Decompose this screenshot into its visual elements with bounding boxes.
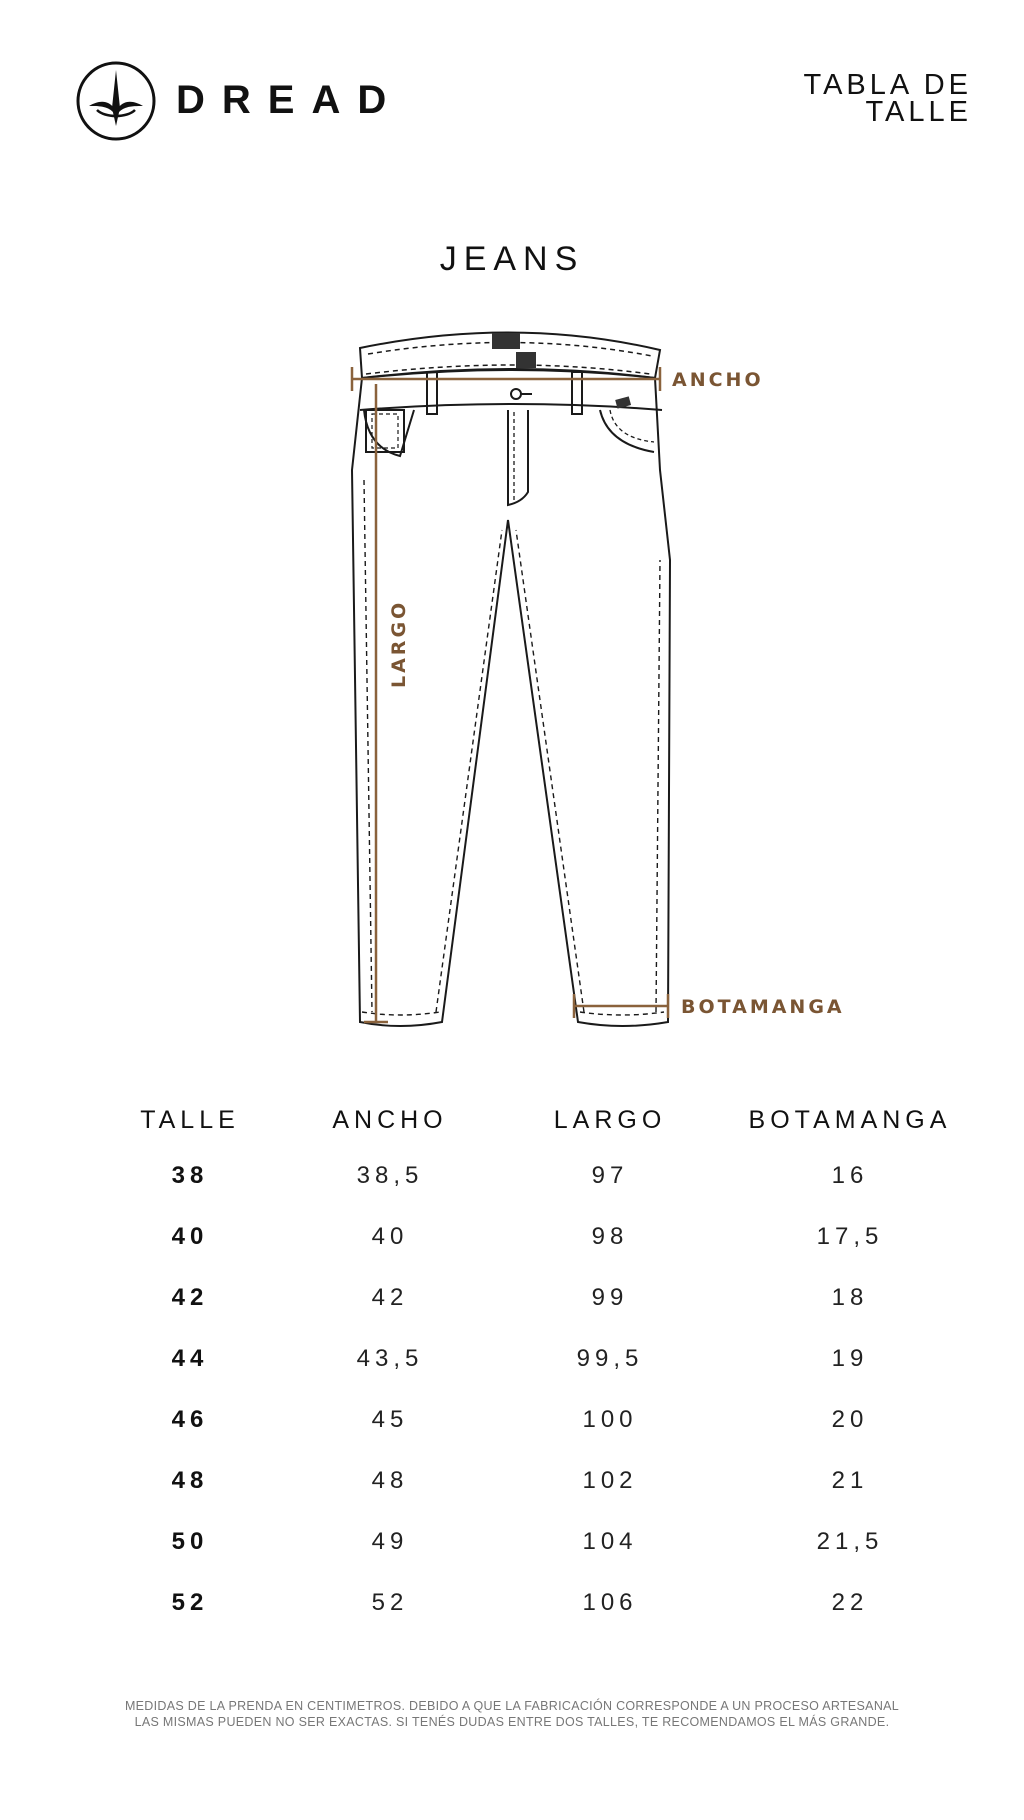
width-cell: 48	[371, 1466, 409, 1494]
width-cell: 42	[371, 1283, 409, 1311]
jeans-diagram	[0, 320, 1024, 1040]
header-length: LARGO	[553, 1105, 667, 1134]
size-table	[100, 1095, 980, 1633]
table-row	[100, 1145, 980, 1206]
length-cell: 104	[582, 1527, 638, 1555]
hem-cell: 19	[831, 1344, 869, 1372]
garment-title: JEANS	[439, 240, 585, 278]
length-cell: 99	[591, 1283, 629, 1311]
length-cell: 98	[591, 1222, 629, 1250]
width-dimension-label: ANCHO	[672, 369, 764, 391]
table-row	[100, 1450, 980, 1511]
size-cell: 52	[171, 1588, 209, 1616]
table-row	[100, 1206, 980, 1267]
table-row	[100, 1389, 980, 1450]
width-cell: 49	[371, 1527, 409, 1555]
width-cell: 43,5	[356, 1344, 424, 1372]
page-title-line-2: TALLE	[865, 96, 972, 128]
width-cell: 45	[371, 1405, 409, 1433]
size-cell: 42	[171, 1283, 209, 1311]
table-row	[100, 1572, 980, 1633]
table-row	[100, 1267, 980, 1328]
size-cell: 46	[171, 1405, 209, 1433]
size-cell: 38	[171, 1161, 209, 1189]
table-row	[100, 1511, 980, 1572]
length-cell: 97	[591, 1161, 629, 1189]
header-size: TALLE	[140, 1105, 240, 1134]
table-header-row	[100, 1095, 980, 1145]
size-cell: 50	[171, 1527, 209, 1555]
length-dimension-label: LARGO	[388, 599, 410, 688]
hem-cell: 17,5	[816, 1222, 884, 1250]
hem-dimension-label: BOTAMANGA	[681, 996, 845, 1018]
width-cell: 38,5	[356, 1161, 424, 1189]
hem-cell: 22	[831, 1588, 869, 1616]
table-row	[100, 1328, 980, 1389]
brand-logo-icon	[75, 60, 157, 142]
hem-cell: 21,5	[816, 1527, 884, 1555]
length-cell: 106	[582, 1588, 638, 1616]
brand-name: DREAD	[176, 78, 404, 122]
footnote	[0, 1698, 1024, 1730]
size-cell: 44	[171, 1344, 209, 1372]
hem-cell: 18	[831, 1283, 869, 1311]
width-cell: 40	[371, 1222, 409, 1250]
length-cell: 102	[582, 1466, 638, 1494]
size-cell: 48	[171, 1466, 209, 1494]
page-title	[712, 69, 972, 128]
footnote-line-1: MEDIDAS DE LA PRENDA EN CENTIMETROS. DEBIDO A QUE LA FABRICACIÓN CORRESPONDE A UN PROCESO ARTESANAL	[124, 1699, 900, 1713]
size-cell: 40	[171, 1222, 209, 1250]
hem-cell: 21	[831, 1466, 869, 1494]
footnote-line-2: LAS MISMAS PUEDEN NO SER EXACTAS. SI TENÉS DUDAS ENTRE DOS TALLES, TE RECOMENDAMOS EL MÁS GRANDE.	[134, 1715, 890, 1729]
header-hem: BOTAMANGA	[748, 1105, 952, 1134]
length-cell: 100	[582, 1405, 638, 1433]
header-width: ANCHO	[332, 1105, 448, 1134]
page-title-line-1: TABLA DE	[803, 69, 972, 101]
hem-cell: 16	[831, 1161, 869, 1189]
length-cell: 99,5	[576, 1344, 644, 1372]
hem-cell: 20	[831, 1405, 869, 1433]
width-cell: 52	[371, 1588, 409, 1616]
